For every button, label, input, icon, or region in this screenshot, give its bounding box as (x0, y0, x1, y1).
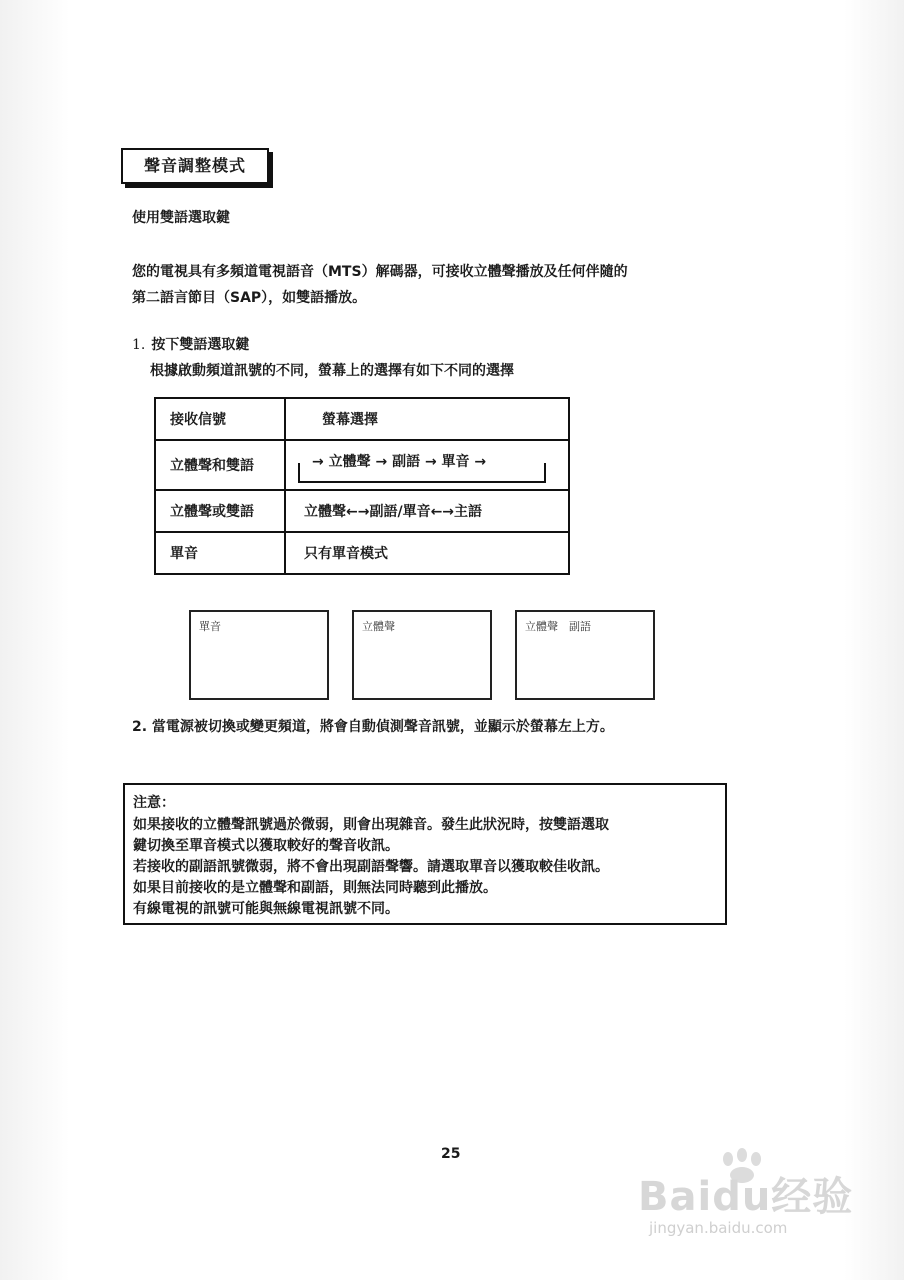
screen-label: 立體聲 (362, 620, 395, 633)
header-signal: 接收信號 (155, 398, 285, 440)
note-line: 如果目前接收的是立體聲和副語，則無法同時聽到此播放。 (133, 880, 497, 896)
intro-line-1: 您的電視具有多頻道電視語音（MTS）解碼器，可接收立體聲播放及任何伴隨的 (132, 264, 628, 280)
step-1-number: 1. (132, 337, 146, 353)
row-signal: 立體聲和雙語 (155, 440, 285, 490)
row-selection: 只有單音模式 (285, 532, 569, 574)
table-row (155, 532, 569, 574)
row-selection: 立體聲←→副語/單音←→主語 (285, 490, 569, 532)
note-title: 注意： (133, 795, 175, 811)
screen-label: 立體聲 副語 (525, 620, 591, 633)
row-selection-cycle (285, 440, 569, 490)
cycle-text: → 立體聲 → 副語 → 單音 → (312, 454, 487, 470)
note-line: 如果接收的立體聲訊號過於微弱，則會出現雜音。發生此狀況時，按雙語選取 (133, 817, 609, 833)
note-line: 若接收的副語訊號微弱，將不會出現副語聲響。請選取單音以獲取較佳收訊。 (133, 859, 609, 875)
watermark-url: jingyan.baidu.com (649, 1219, 788, 1237)
screen-label: 單音 (199, 620, 221, 633)
row-signal: 立體聲或雙語 (155, 490, 285, 532)
watermark-brand: Baidu经验 (638, 1174, 854, 1220)
step-2: 2. 當電源被切換或變更頻道，將會自動偵測聲音訊號，並顯示於螢幕左上方。 (132, 719, 614, 735)
step-1 (132, 334, 249, 354)
screen-mono (189, 610, 329, 700)
section-title: 聲音調整模式 (121, 148, 269, 184)
table-header-row (155, 398, 569, 440)
note-line: 鍵切換至單音模式以獲取較好的聲音收訊。 (133, 838, 399, 854)
table-row (155, 440, 569, 490)
row-signal: 單音 (155, 532, 285, 574)
signal-table (154, 397, 570, 575)
page-shadow-right (844, 0, 904, 1280)
header-selection: 螢幕選擇 (285, 398, 569, 440)
page-number: 25 (441, 1146, 461, 1162)
cycle-diagram (298, 454, 487, 475)
note-line: 有線電視的訊號可能與無線電視訊號不同。 (133, 901, 399, 917)
page-shadow-left (0, 0, 70, 1280)
note-box (123, 783, 727, 925)
intro-line-2: 第二語言節目（SAP），如雙語播放。 (132, 290, 367, 306)
table-row (155, 490, 569, 532)
step-1-title: 按下雙語選取鍵 (151, 337, 250, 353)
subtitle: 使用雙語選取鍵 (132, 210, 230, 226)
screen-stereo-sap (515, 610, 655, 700)
step-1-description: 根據啟動頻道訊號的不同，螢幕上的選擇有如下不同的選擇 (150, 363, 514, 379)
screen-stereo (352, 610, 492, 700)
